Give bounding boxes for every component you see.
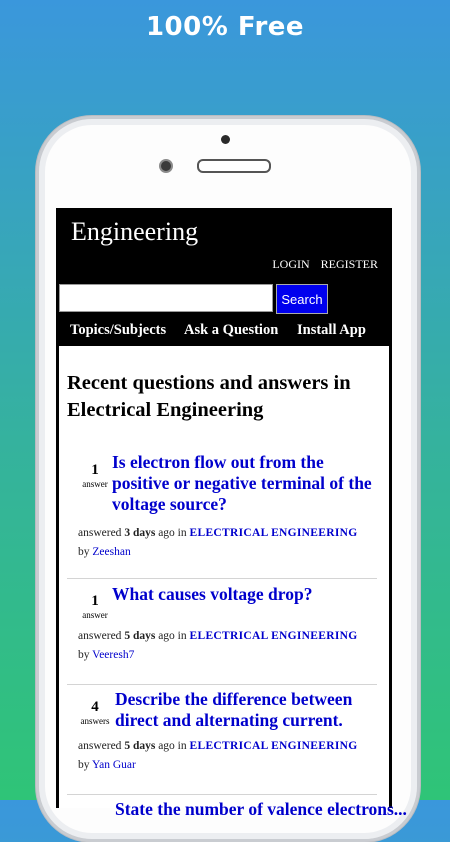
- list-item: [67, 794, 407, 825]
- app-screen: [56, 208, 407, 819]
- answer-count-number: 1: [91, 593, 99, 609]
- user-link[interactable]: Veeresh7: [92, 649, 135, 661]
- meta-when: 3 days: [124, 527, 156, 539]
- meta-action: answered: [78, 740, 122, 752]
- answer-count: [77, 593, 113, 621]
- question-title-link[interactable]: What causes voltage drop?: [112, 584, 313, 604]
- answer-count-label: answers: [80, 716, 110, 726]
- promo-banner: 100% Free: [145, 12, 305, 42]
- meta-ago: ago in: [158, 630, 187, 642]
- search-button[interactable]: Search: [276, 284, 328, 314]
- question-title-link[interactable]: State the number of valence electrons...: [115, 799, 407, 819]
- nav-install-app[interactable]: Install App: [297, 322, 366, 338]
- answer-count-label: answer: [82, 479, 108, 489]
- meta-action: answered: [78, 630, 122, 642]
- front-camera-icon: [159, 159, 173, 173]
- nav-ask-question[interactable]: Ask a Question: [184, 322, 279, 338]
- user-link[interactable]: Zeeshan: [92, 546, 131, 558]
- proximity-sensor-icon: [221, 135, 230, 144]
- register-link[interactable]: REGISTER: [320, 257, 378, 271]
- category-link[interactable]: ELECTRICAL ENGINEERING: [189, 740, 358, 752]
- meta-action: answered: [78, 527, 122, 539]
- meta-by: by: [78, 759, 90, 771]
- answer-count-number: 1: [91, 462, 99, 478]
- question-meta: [78, 524, 378, 562]
- question-meta: [78, 627, 378, 665]
- list-item: [67, 450, 377, 576]
- nav-topics[interactable]: Topics/Subjects: [70, 322, 167, 338]
- meta-by: by: [78, 546, 90, 558]
- meta-ago: ago in: [158, 527, 187, 539]
- list-item: [67, 578, 377, 683]
- login-link[interactable]: LOGIN: [272, 257, 310, 271]
- meta-when: 5 days: [124, 740, 156, 752]
- question-title-link[interactable]: Is electron flow out from the positive or negative terminal of the voltage source?: [112, 452, 372, 514]
- main-content: [59, 346, 407, 819]
- meta-by: by: [78, 649, 90, 661]
- answer-count-label: answer: [82, 610, 108, 620]
- question-meta: [78, 737, 378, 775]
- meta-when: 5 days: [124, 630, 156, 642]
- category-link[interactable]: ELECTRICAL ENGINEERING: [189, 630, 358, 642]
- user-link[interactable]: Yan Guar: [91, 759, 136, 771]
- answer-count: [77, 462, 113, 490]
- auth-links: [264, 257, 378, 272]
- question-title-link[interactable]: Describe the difference between direct and alternating current.: [115, 689, 353, 730]
- answer-count-number: 4: [91, 699, 99, 715]
- list-item: [67, 684, 377, 795]
- search-input[interactable]: [59, 284, 273, 312]
- meta-ago: ago in: [158, 740, 187, 752]
- category-link[interactable]: ELECTRICAL ENGINEERING: [189, 527, 358, 539]
- answer-count: [77, 699, 113, 727]
- earpiece-speaker-icon: [197, 159, 271, 173]
- main-nav: [56, 320, 392, 346]
- page-title: Recent questions and answers in Electrical Engineering: [67, 372, 351, 421]
- site-title[interactable]: Engineering: [71, 217, 199, 246]
